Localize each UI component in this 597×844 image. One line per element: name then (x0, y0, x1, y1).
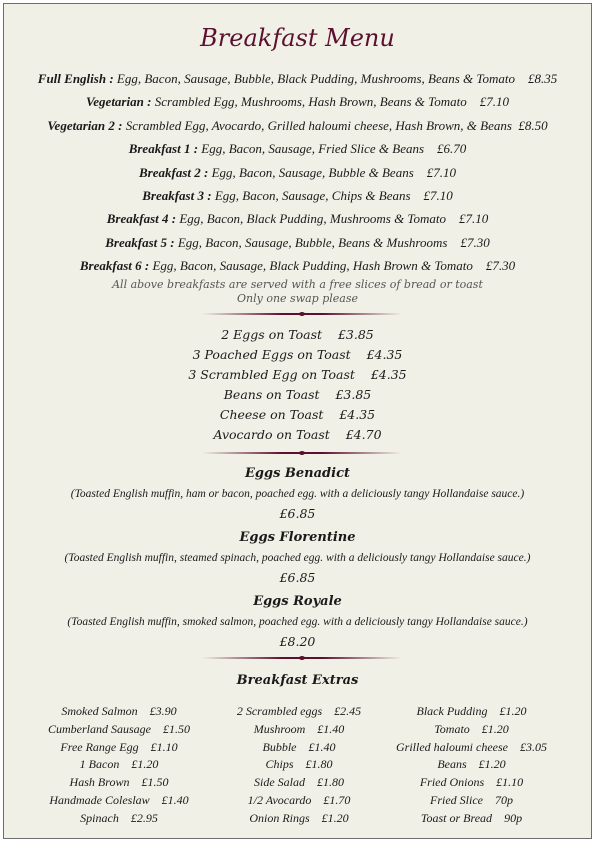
extra-price: £2.45 (334, 704, 362, 718)
extra-price: £1.70 (323, 792, 351, 807)
breakfast-name: Breakfast 2 (138, 164, 201, 180)
egg-dish-price: £6.85 (279, 506, 316, 521)
breakfast-item (4, 164, 591, 187)
toast-name: 3 Scrambled Egg on Toast (188, 367, 355, 382)
extra-name: Hash Brown (69, 775, 130, 790)
extra-price: £2.95 (130, 810, 158, 825)
breakfast-price: £8.35 (527, 71, 558, 86)
breakfast-name: Breakfast 5 (105, 234, 168, 250)
extra-item (29, 739, 209, 757)
extra-price: £1.10 (496, 775, 524, 790)
toast-price: £3.85 (335, 387, 372, 402)
egg-dish-name: Eggs Florentine (239, 530, 356, 545)
breakfast-sep: : (168, 211, 180, 227)
egg-dish (4, 464, 591, 524)
extra-name: Fried Onions (419, 775, 485, 790)
extra-price: £1.20 (481, 721, 509, 736)
extra-price: £1.20 (131, 757, 159, 772)
serving-note (4, 278, 591, 306)
extra-name: 1 Bacon (79, 757, 120, 772)
toast-price: £4.35 (370, 367, 407, 382)
toast-price: £4.35 (366, 347, 403, 362)
breakfast-name: Breakfast 1 (128, 141, 191, 157)
breakfast-price: £7.30 (485, 258, 516, 274)
extra-name: Mushroom (253, 721, 306, 736)
toast-price: £3.85 (337, 327, 374, 342)
extra-price: £1.40 (308, 739, 336, 754)
breakfast-price: £7.10 (423, 187, 453, 203)
extra-name: Tomato (434, 721, 470, 736)
toast-item (4, 345, 591, 365)
extra-name: Smoked Salmon (61, 704, 138, 718)
egg-dish-desc: (Toasted English muffin, ham or bacon, poached egg. with a deliciously tangy Hollandaise sauce.) (70, 488, 525, 500)
extra-item (384, 756, 559, 774)
toast-name: 3 Poached Eggs on Toast (192, 347, 351, 362)
extra-price: £1.50 (141, 775, 169, 790)
extra-price: £1.50 (163, 721, 190, 736)
serving-note-line: All above breakfasts are served with a free slices of bread or toast (112, 278, 483, 291)
breakfast-price: £7.30 (460, 234, 490, 250)
extras-column (29, 703, 209, 828)
extra-price: £3.05 (519, 739, 547, 754)
extra-name: Spinach (80, 810, 119, 825)
extra-item (209, 810, 389, 828)
serving-note-line: Only one swap please (237, 292, 358, 305)
section-divider (202, 313, 402, 315)
breakfast-name: Breakfast 4 (106, 211, 169, 227)
extra-price: 70p (494, 792, 513, 807)
breakfast-sep: : (141, 258, 153, 274)
extras-column (209, 703, 389, 828)
extra-price: £3.90 (149, 704, 177, 718)
toast-item (4, 425, 591, 445)
extra-price: £1.80 (317, 775, 344, 790)
extra-item (384, 792, 559, 810)
extra-name: 1/2 Avocardo (247, 792, 312, 807)
egg-dish (4, 528, 591, 588)
breakfast-price: £7.10 (479, 94, 509, 110)
breakfast-items: Egg, Bacon, Sausage, Bubble, Black Pudding, Mushrooms, Beans & Tomato (116, 71, 515, 86)
breakfast-items: Egg, Bacon, Sausage, Chips & Beans (214, 187, 411, 203)
extra-item (384, 739, 559, 757)
extras-title: Breakfast Extras (236, 673, 359, 688)
extra-name: Grilled haloumi cheese (396, 739, 508, 754)
toast-item (4, 325, 591, 345)
egg-dish-desc: (Toasted English muffin, smoked salmon, poached egg. with a deliciously tangy Hollandaise sauce.) (67, 616, 528, 628)
breakfast-sep: : (114, 117, 126, 133)
extra-item (384, 721, 559, 739)
extra-name: Toast or Bread (420, 810, 493, 825)
toast-item (4, 365, 591, 385)
toast-list (4, 325, 591, 445)
breakfast-list (4, 70, 591, 281)
menu-page (3, 3, 592, 839)
egg-dish-name: Eggs Royale (253, 594, 342, 609)
extra-name: Bubble (262, 739, 297, 754)
toast-name: Beans on Toast (223, 387, 320, 402)
extra-item (209, 739, 389, 757)
breakfast-sep: : (200, 164, 212, 180)
breakfast-name: Breakfast 6 (79, 258, 142, 274)
breakfast-item (4, 187, 591, 210)
extra-item (209, 774, 389, 792)
breakfast-sep: : (106, 71, 117, 86)
breakfast-items: Scrambled Egg, Avocardo, Grilled haloumi cheese, Hash Brown, & Beans (125, 117, 512, 133)
breakfast-items: Egg, Bacon, Sausage, Bubble & Beans (211, 164, 414, 180)
extra-item (209, 703, 389, 721)
toast-item (4, 405, 591, 425)
breakfast-sep: : (143, 94, 155, 110)
breakfast-name: Vegetarian 2 (47, 117, 115, 133)
extra-item (29, 774, 209, 792)
breakfast-price: £8.50 (518, 117, 548, 133)
extra-name: Cumberland Sausage (48, 721, 151, 736)
extra-item (29, 792, 209, 810)
breakfast-items: Egg, Bacon, Sausage, Fried Slice & Beans (201, 141, 425, 157)
section-divider (202, 657, 402, 659)
egg-dish (4, 592, 591, 652)
breakfast-price: £7.10 (426, 164, 457, 180)
extra-price: £1.10 (150, 739, 178, 754)
toast-name: 2 Eggs on Toast (221, 327, 323, 342)
extras-column (384, 703, 559, 828)
breakfast-item (4, 257, 591, 280)
extra-name: Chips (265, 757, 294, 772)
extra-name: Black Pudding (416, 704, 488, 718)
breakfast-items: Egg, Bacon, Sausage, Black Pudding, Hash Brown & Tomato (152, 258, 473, 274)
breakfast-items: Egg, Bacon, Black Pudding, Mushrooms & Tomato (179, 211, 446, 227)
extra-name: Onion Rings (249, 810, 310, 825)
breakfast-item (4, 210, 591, 233)
toast-name: Cheese on Toast (219, 407, 324, 422)
extra-price: 90p (504, 810, 523, 825)
extra-item (29, 721, 209, 739)
extra-name: Beans (437, 757, 467, 772)
breakfast-item (4, 117, 591, 140)
toast-name: Avocardo on Toast (213, 427, 330, 442)
extra-item (29, 810, 209, 828)
breakfast-sep: : (203, 187, 215, 203)
extra-item (384, 774, 559, 792)
breakfast-price: £7.10 (458, 211, 489, 227)
extra-item (29, 756, 209, 774)
egg-dish-price: £8.20 (279, 634, 316, 649)
extra-item (29, 703, 209, 721)
extra-price: £1.40 (161, 792, 189, 807)
toast-price: £4.70 (345, 427, 382, 442)
extra-name: 2 Scrambled eggs (236, 704, 323, 718)
extra-name: Side Salad (254, 775, 305, 790)
breakfast-item (4, 70, 591, 93)
extra-item (384, 810, 559, 828)
section-divider (202, 452, 402, 454)
extra-price: £1.40 (317, 721, 345, 736)
page-title: Breakfast Menu (200, 24, 395, 52)
extra-name: Handmade Coleslaw (49, 792, 150, 807)
breakfast-sep: : (190, 141, 202, 157)
egg-dish-name: Eggs Benadict (244, 466, 350, 481)
breakfast-name: Breakfast 3 (142, 187, 204, 203)
breakfast-item (4, 93, 591, 116)
extra-price: £1.20 (478, 757, 506, 772)
breakfast-name: Vegetarian (86, 94, 144, 110)
breakfast-items: Egg, Bacon, Sausage, Bubble, Beans & Mushrooms (177, 234, 448, 250)
extra-item (384, 703, 559, 721)
toast-item (4, 385, 591, 405)
extra-item (209, 721, 389, 739)
extra-price: £1.80 (305, 757, 333, 772)
breakfast-item (4, 140, 591, 163)
breakfast-sep: : (167, 234, 178, 250)
extra-item (209, 756, 389, 774)
egg-dish-price: £6.85 (279, 570, 316, 585)
toast-price: £4.35 (339, 407, 376, 422)
breakfast-name: Full English (37, 71, 107, 86)
extra-item (209, 792, 389, 810)
extra-price: £1.20 (321, 810, 349, 825)
extra-name: Free Range Egg (60, 739, 139, 754)
breakfast-price: £6.70 (437, 141, 467, 157)
breakfast-items: Scrambled Egg, Mushrooms, Hash Brown, Beans & Tomato (154, 94, 467, 110)
egg-dish-desc: (Toasted English muffin, steamed spinach, poached egg. with a deliciously tangy Hollandaise sauce.) (64, 552, 531, 564)
extra-price: £1.20 (499, 704, 527, 718)
extra-name: Fried Slice (430, 792, 483, 807)
breakfast-item (4, 234, 591, 257)
